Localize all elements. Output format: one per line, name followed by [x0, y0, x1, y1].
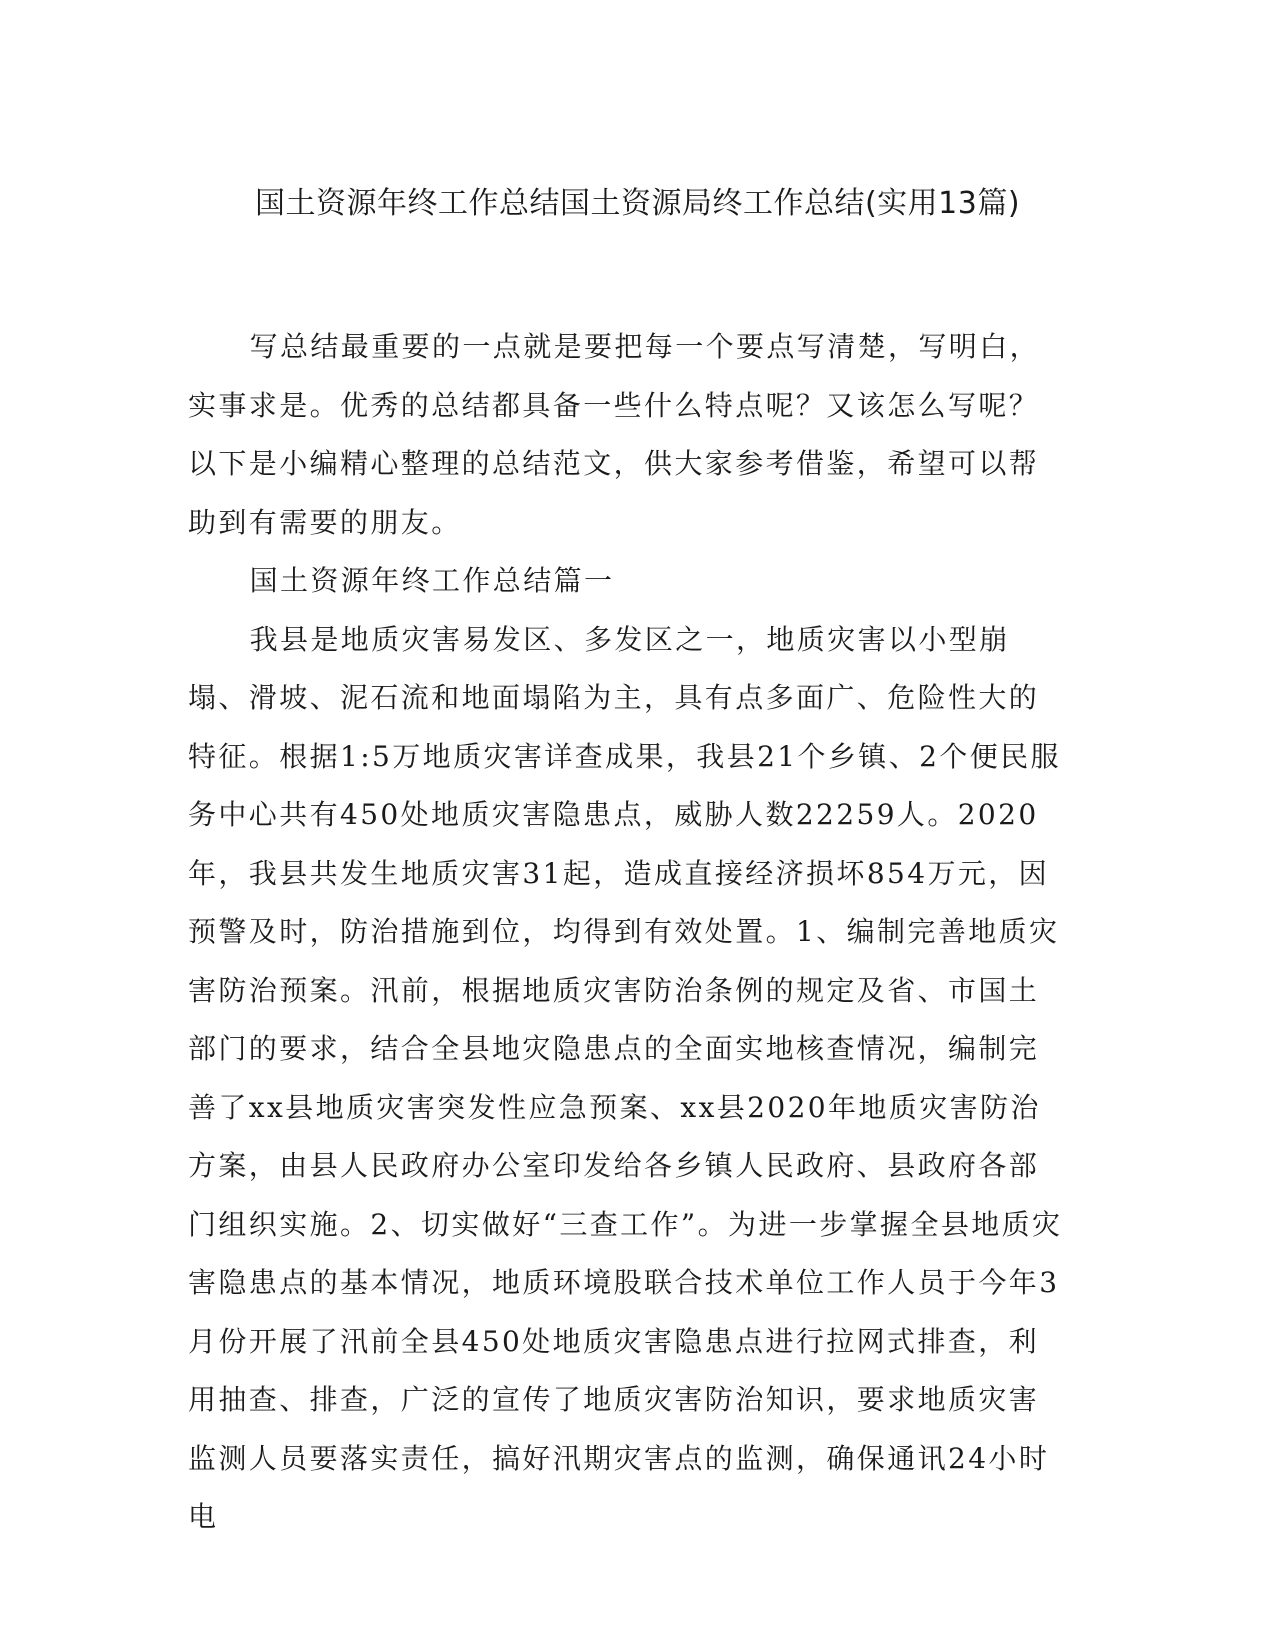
section-heading: 国土资源年终工作总结篇一	[249, 564, 615, 597]
document-title: 国土资源年终工作总结国土资源局终工作总结(实用13篇)	[254, 186, 1021, 221]
document-body	[188, 318, 1068, 1547]
intro-paragraph: 写总结最重要的一点就是要把每一个要点写清楚，写明白，实事求是。优秀的总结都具备一些什么特点呢？又该怎么写呢？以下是小编精心整理的总结范文，供大家参考借鉴，希望可以帮助到有需要的朋友。	[188, 330, 1040, 539]
body-paragraph: 我县是地质灾害易发区、多发区之一，地质灾害以小型崩塌、滑坡、泥石流和地面塌陷为主，具有点多面广、危险性大的特征。根据1:5万地质灾害详查成果，我县21个乡镇、2个便民服务中心共有450处地质灾害隐患点，威胁人数22259人。2020年，我县共发生地质灾害31起，造成直接经济损坏854万元，因预警及时，防治措施到位，均得到有效处置。1、编制完善地质灾害防治预案。汛前，根据地质灾害防治条例的规定及省、市国土部门的要求，结合全县地灾隐患点的全面实地核查情况，编制完善了xx县地质灾害突发性应急预案、xx县2020年地质灾害防治方案，由县人民政府办公室印发给各乡镇人民政府、县政府各部门组织实施。2、切实做好“三查工作”。为进一步掌握全县地质灾害隐患点的基本情况，地质环境股联合技术单位工作人员于今年3月份开展了汛前全县450处地质灾害隐患点进行拉网式排查，利用抽查、排查，广泛的宣传了地质灾害防治知识，要求地质灾害监测人员要落实责任，搞好汛期灾害点的监测，确保通讯24小时电	[188, 622, 1063, 1533]
